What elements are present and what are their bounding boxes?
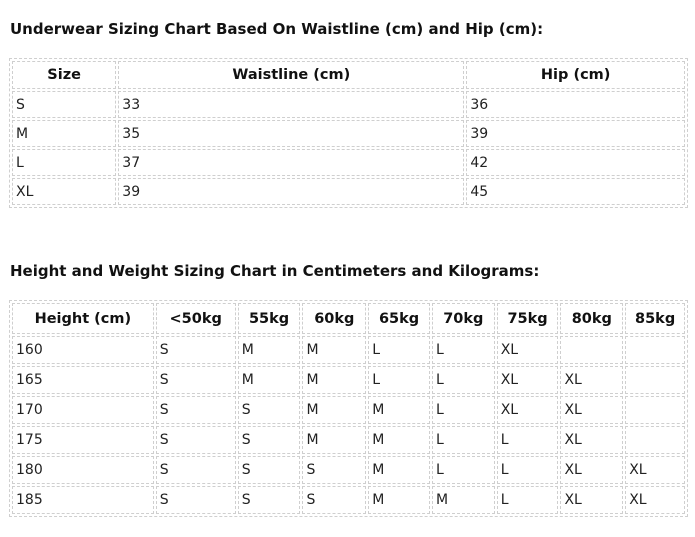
column-header: 75kg xyxy=(497,303,559,334)
size-cell: XL xyxy=(625,456,685,484)
size-cell: S xyxy=(156,456,236,484)
size-cell: S xyxy=(302,456,366,484)
size-cell: M xyxy=(302,366,366,394)
size-cell: S xyxy=(238,396,301,424)
size-cell: M xyxy=(368,426,430,454)
size-cell: L xyxy=(432,366,495,394)
size-cell: XL xyxy=(560,426,623,454)
height-cell: 185 xyxy=(12,486,154,514)
size-cell: XL xyxy=(497,336,559,364)
size-cell: S xyxy=(238,426,301,454)
height-cell: 165 xyxy=(12,366,154,394)
table-row xyxy=(12,366,685,394)
size-cell: M xyxy=(238,336,301,364)
size-cell: S xyxy=(156,396,236,424)
size-cell: L xyxy=(497,426,559,454)
waist-hip-size-table xyxy=(9,58,688,208)
size-cell: XL xyxy=(560,456,623,484)
hip-cell: 36 xyxy=(466,91,685,118)
height-weight-size-table xyxy=(9,300,688,517)
column-header: 60kg xyxy=(302,303,366,334)
column-header: 85kg xyxy=(625,303,685,334)
table-header-row xyxy=(12,61,685,89)
table-row xyxy=(12,336,685,364)
size-cell: M xyxy=(368,396,430,424)
table-row xyxy=(12,456,685,484)
table-row xyxy=(12,178,685,205)
table-header-row xyxy=(12,303,685,334)
size-cell xyxy=(625,426,685,454)
size-cell: XL xyxy=(12,178,116,205)
column-header: <50kg xyxy=(156,303,236,334)
waist-cell: 37 xyxy=(118,149,464,176)
height-cell: 180 xyxy=(12,456,154,484)
height-cell: 175 xyxy=(12,426,154,454)
column-header: 80kg xyxy=(560,303,623,334)
weight-chart-title: Height and Weight Sizing Chart in Centimeters and Kilograms: xyxy=(10,262,540,280)
size-cell: S xyxy=(156,366,236,394)
table-row xyxy=(12,120,685,147)
size-cell: S xyxy=(156,426,236,454)
waist-cell: 39 xyxy=(118,178,464,205)
size-cell: L xyxy=(368,366,430,394)
size-cell: XL xyxy=(497,396,559,424)
size-cell: M xyxy=(238,366,301,394)
table-row xyxy=(12,91,685,118)
height-cell: 160 xyxy=(12,336,154,364)
table-row xyxy=(12,486,685,514)
size-cell: S xyxy=(156,336,236,364)
size-cell: M xyxy=(368,456,430,484)
size-cell: S xyxy=(156,486,236,514)
hip-cell: 42 xyxy=(466,149,685,176)
size-cell: S xyxy=(12,91,116,118)
size-cell: M xyxy=(12,120,116,147)
size-cell: L xyxy=(497,486,559,514)
column-header: Waistline (cm) xyxy=(118,61,464,89)
hip-cell: 45 xyxy=(466,178,685,205)
size-cell: XL xyxy=(625,486,685,514)
table-row xyxy=(12,426,685,454)
size-cell xyxy=(625,396,685,424)
size-cell: L xyxy=(432,396,495,424)
size-cell xyxy=(625,366,685,394)
size-cell: M xyxy=(368,486,430,514)
size-cell: M xyxy=(302,426,366,454)
column-header: Height (cm) xyxy=(12,303,154,334)
table-row xyxy=(12,149,685,176)
column-header: Hip (cm) xyxy=(466,61,685,89)
size-cell: XL xyxy=(497,366,559,394)
size-cell: S xyxy=(238,486,301,514)
size-cell: L xyxy=(432,336,495,364)
size-cell: XL xyxy=(560,486,623,514)
size-cell xyxy=(625,336,685,364)
size-cell xyxy=(560,336,623,364)
column-header: 70kg xyxy=(432,303,495,334)
size-cell: M xyxy=(302,396,366,424)
size-cell: S xyxy=(238,456,301,484)
waist-cell: 35 xyxy=(118,120,464,147)
size-cell: L xyxy=(368,336,430,364)
size-cell: L xyxy=(432,456,495,484)
size-cell: XL xyxy=(560,366,623,394)
size-cell: M xyxy=(432,486,495,514)
height-cell: 170 xyxy=(12,396,154,424)
size-cell: L xyxy=(432,426,495,454)
waist-cell: 33 xyxy=(118,91,464,118)
size-cell: XL xyxy=(560,396,623,424)
column-header: 65kg xyxy=(368,303,430,334)
table-row xyxy=(12,396,685,424)
hip-cell: 39 xyxy=(466,120,685,147)
size-cell: L xyxy=(12,149,116,176)
size-cell: L xyxy=(497,456,559,484)
column-header: 55kg xyxy=(238,303,301,334)
size-cell: M xyxy=(302,336,366,364)
column-header: Size xyxy=(12,61,116,89)
size-cell: S xyxy=(302,486,366,514)
waist-chart-title: Underwear Sizing Chart Based On Waistline (cm) and Hip (cm): xyxy=(10,20,544,38)
